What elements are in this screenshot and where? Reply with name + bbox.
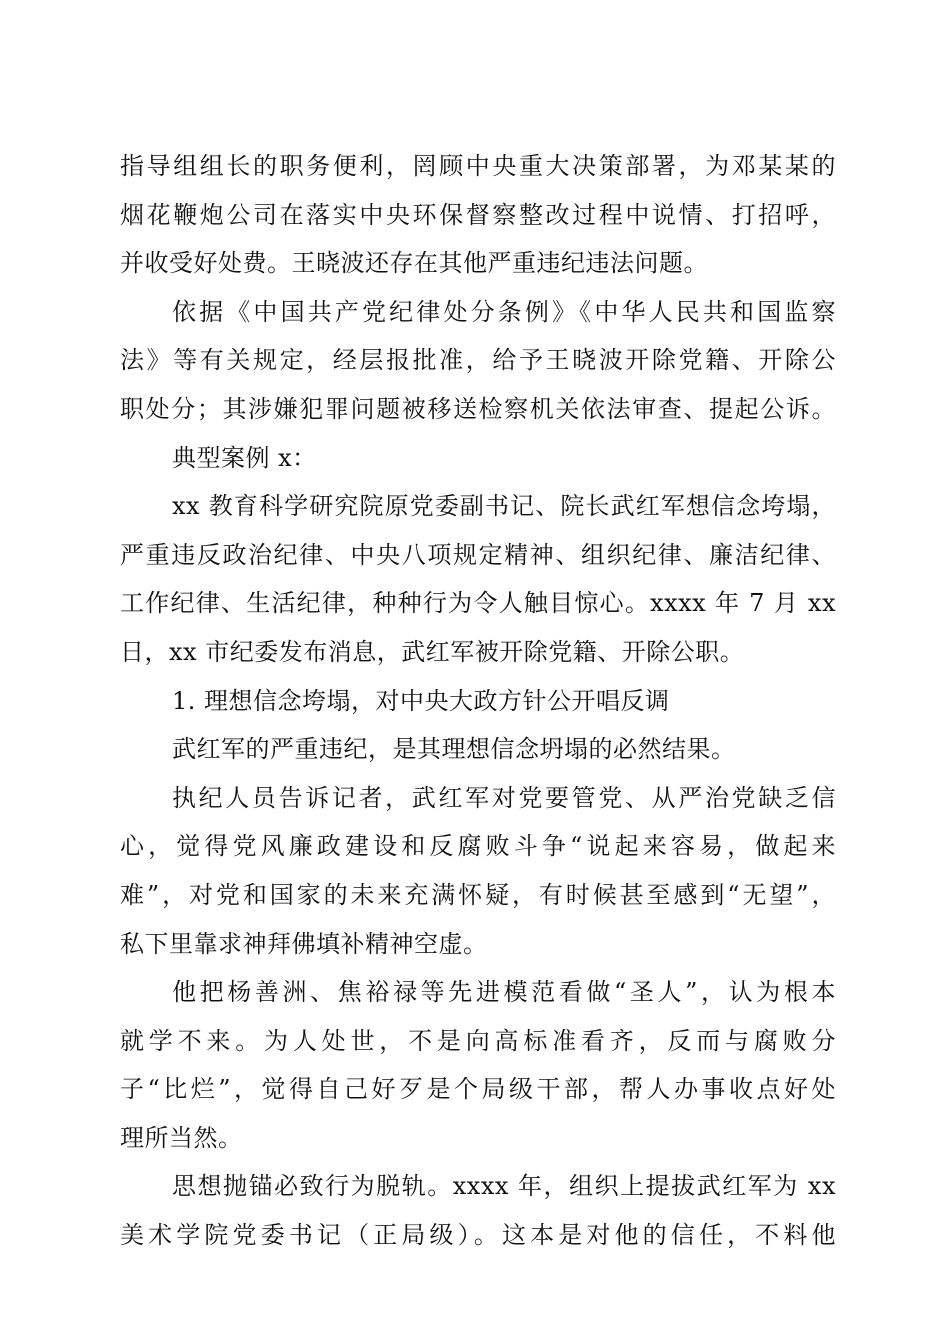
text-line-19: 就学不来。为人处世，不是向高标准看齐，反而与腐败分 [120,1026,836,1055]
text-line-6: 职处分；其涉嫌犯罪问题被移送检察机关依法审查、提起公诉。 [120,394,836,423]
text-line-1: 指导组组长的职务便利，罔顾中央重大决策部署，为邓某某的 [120,152,836,180]
text-line-10: 工作纪律、生活纪律，种种行为令人触目惊心。xxxx 年 7 月 xx [120,589,836,618]
text-line-11: 日，xx 市纪委发布消息，武红军被开除党籍、开除公职。 [120,637,745,666]
text-line-12: 1. 理想信念垮塌，对中央大政方针公开唱反调 [172,686,670,715]
document-body [120,142,836,1260]
text-line-20: 子“比烂”，觉得自己好歹是个局级干部，帮人办事收点好处 [120,1075,836,1104]
text-line-14: 执纪人员告诉记者，武红军对党要管党、从严治党缺乏信 [172,783,836,812]
text-line-16: 难”，对党和国家的未来充满怀疑，有时候甚至感到“无望”， [120,880,836,909]
text-line-5: 法》等有关规定，经层报批准，给予王晓波开除党籍、开除公 [120,346,836,375]
text-line-8: xx 教育科学研究院原党委副书记、院长武红军想信念垮塌， [172,492,836,521]
text-line-21: 理所当然。 [120,1123,243,1152]
text-line-7: 典型案例 x： [172,443,317,472]
text-line-17: 私下里靠求神拜佛填补精神空虚。 [120,929,488,958]
text-line-18: 他把杨善洲、焦裕禄等先进模范看做“圣人”，认为根本 [172,978,836,1007]
text-line-23: 美术学院党委书记（正局级）。这本是对他的信任，不料他 [120,1221,836,1250]
text-line-15: 心，觉得党风廉政建设和反腐败斗争“说起来容易，做起来 [120,832,836,861]
text-line-13: 武红军的严重违纪，是其理想信念坍塌的必然结果。 [172,735,736,764]
text-line-22: 思想抛锚必致行为脱轨。xxxx 年，组织上提拔武红军为 xx [172,1172,836,1201]
text-line-4: 依据《中国共产党纪律处分条例》《中华人民共和国监察 [172,297,836,326]
text-line-2: 烟花鞭炮公司在落实中央环保督察整改过程中说情、打招呼， [120,200,836,229]
text-line-9: 严重违反政治纪律、中央八项规定精神、组织纪律、廉洁纪律、 [120,540,836,569]
text-line-3: 并收受好处费。王晓波还存在其他严重违纪违法问题。 [120,249,708,278]
